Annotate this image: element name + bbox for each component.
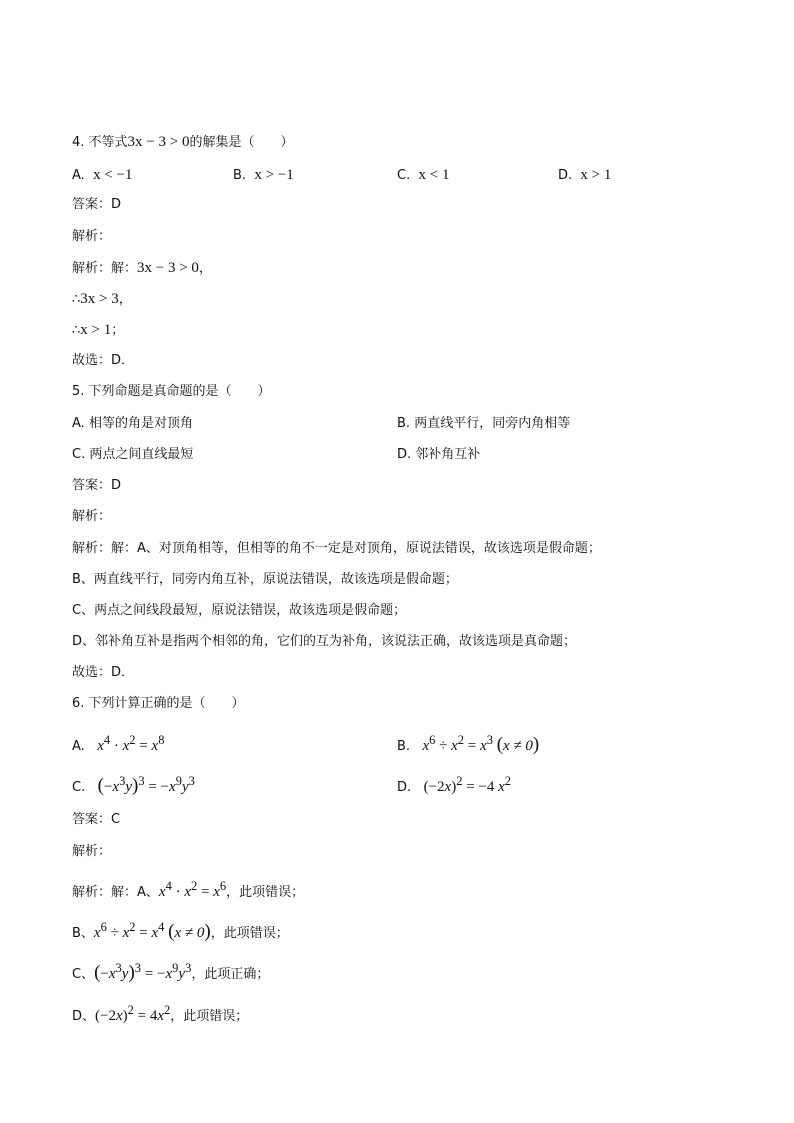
- q6-analysis-b-math: $x^6 \div x^2 = x^4$ (x ≠ 0): [93, 920, 211, 942]
- q5-analysis-line-3: C、两点之间线段最短，原说法错误，故该选项是假命题；: [72, 603, 407, 618]
- q6-option-a-math: $x^4 \cdot x^2 = x^8$: [97, 733, 165, 754]
- q4-option-d-math: x > 1: [580, 167, 612, 183]
- q5-option-d-text: 邻补角互补: [415, 447, 481, 462]
- q5-analysis-label: 解析：: [72, 509, 112, 524]
- q6-analysis-b-condition: x ≠ 0: [174, 925, 205, 941]
- q4-step-1-text: 解析：解：: [72, 261, 138, 276]
- q5-conclusion: 故选：D．: [72, 665, 135, 680]
- q5-option-d-letter: D.: [397, 447, 412, 462]
- q5-option-d: [397, 446, 480, 464]
- q6-option-b-math: $x^6 \div x^2 = x^3$ (x ≠ 0): [422, 733, 540, 755]
- q6-analysis-d-math: $(-2x)^2 = 4x^2$: [95, 1003, 171, 1024]
- q4-option-a-math: x < −1: [93, 167, 133, 183]
- q5-analysis-line-2: B、两直线平行，同旁内角互补，原说法错误，故该选项是假命题；: [72, 572, 458, 587]
- q4-step-1-end: ，: [198, 261, 212, 276]
- q6-analysis-c-math: $(-x^3y)^3 = -x^9y^3$: [94, 961, 192, 983]
- q5-option-c-letter: C.: [72, 447, 86, 462]
- q6-analysis-label: 解析：: [72, 844, 112, 859]
- q4-option-a-letter: A.: [72, 168, 85, 183]
- q6-analysis-a-math: $x^4 \cdot x^2 = x^6$: [158, 879, 227, 900]
- q4-stem: [72, 133, 293, 152]
- q4-step-1-math: 3x − 3 > 0: [137, 260, 199, 276]
- q6-analysis-a-verdict: ，此项错误；: [226, 885, 305, 900]
- q4-option-b: [233, 166, 294, 185]
- q6-analysis-line-d: [72, 1001, 248, 1026]
- q6-analysis-line-a: [72, 877, 304, 902]
- q4-step-3-text: ∴: [72, 323, 81, 338]
- q6-analysis-c-prefix: C、: [72, 967, 95, 982]
- q6-option-b: [397, 731, 539, 756]
- q4-step-2-math: 3x > 3: [80, 291, 119, 307]
- q4-answer: 答案：D: [72, 197, 122, 212]
- q6-stem: 6. 下列计算正确的是（ ）: [72, 696, 245, 711]
- q5-analysis-line-4: D、邻补角互补是指两个相邻的角，它们的互为补角，该说法正确，故该选项是真命题；: [72, 634, 577, 649]
- q4-step-3: [72, 321, 124, 340]
- q4-option-b-math: x > −1: [254, 167, 294, 183]
- q4-option-c: [397, 166, 449, 185]
- q6-analysis-c-verdict: ，此项正确；: [191, 967, 270, 982]
- q4-option-d-letter: D.: [558, 168, 573, 183]
- q4-stem-pre: 4. 不等式: [72, 135, 128, 150]
- q4-step-3-end: ；: [111, 323, 125, 338]
- q6-option-a: [72, 731, 164, 756]
- q6-analysis-a-prefix: 解析：解：A、: [72, 885, 159, 900]
- q6-analysis-b-verdict: ，此项错误；: [210, 926, 289, 941]
- q4-analysis-label: 解析：: [72, 229, 112, 244]
- q5-analysis-line-1: 解析：解：A、对顶角相等，但相等的角不一定是对顶角，原说法错误，故该选项是假命题；: [72, 541, 601, 556]
- q5-answer: 答案：D: [72, 478, 122, 493]
- q4-step-2: [72, 290, 132, 309]
- q4-option-d: [558, 166, 611, 185]
- q5-option-a: [72, 415, 193, 433]
- q4-stem-math: 3x − 3 > 0: [127, 134, 190, 150]
- q4-step-1: [72, 259, 212, 278]
- q6-analysis-d-verdict: ，此项错误；: [170, 1009, 249, 1024]
- q6-option-c-letter: C.: [72, 780, 86, 795]
- q6-analysis-b-prefix: B、: [72, 926, 94, 941]
- q4-option-c-letter: C.: [397, 168, 411, 183]
- q6-option-c: [72, 772, 195, 797]
- q6-option-b-letter: B.: [397, 739, 411, 754]
- q4-step-2-end: ，: [118, 292, 132, 307]
- q4-conclusion: 故选：D．: [72, 353, 135, 368]
- q5-option-b-text: 两直线平行，同旁内角相等: [414, 416, 571, 431]
- q5-option-a-text: 相等的角是对顶角: [88, 416, 193, 431]
- q4-option-c-math: x < 1: [418, 167, 450, 183]
- q5-option-c: [72, 446, 193, 464]
- q4-step-3-math: x > 1: [80, 322, 112, 338]
- q5-option-b: [397, 415, 570, 433]
- q6-answer: 答案：C: [72, 812, 121, 827]
- q5-option-b-letter: B.: [397, 416, 411, 431]
- q5-stem: 5. 下列命题是真命题的是（ ）: [72, 384, 271, 399]
- q6-option-b-condition: x ≠ 0: [503, 738, 533, 754]
- q4-stem-post: 的解集是（ ）: [189, 135, 294, 150]
- q6-analysis-d-prefix: D、: [72, 1009, 96, 1024]
- q4-option-b-letter: B.: [233, 168, 247, 183]
- q4-option-a: [72, 166, 132, 185]
- q6-option-c-math: $(-x^3y)^3 = -x^9y^3$: [97, 774, 195, 796]
- q6-option-d: [397, 772, 511, 797]
- q5-option-a-letter: A.: [72, 416, 85, 431]
- q6-option-d-letter: D.: [397, 780, 412, 795]
- q6-option-a-letter: A.: [72, 739, 85, 754]
- q6-analysis-line-b: [72, 918, 289, 943]
- q5-option-c-text: 两点之间直线最短: [89, 447, 194, 462]
- q6-option-d-math: $(-2x)^2 = -4$ $x^2$: [423, 774, 512, 795]
- q4-step-2-text: ∴: [72, 292, 81, 307]
- q6-analysis-line-c: [72, 959, 269, 984]
